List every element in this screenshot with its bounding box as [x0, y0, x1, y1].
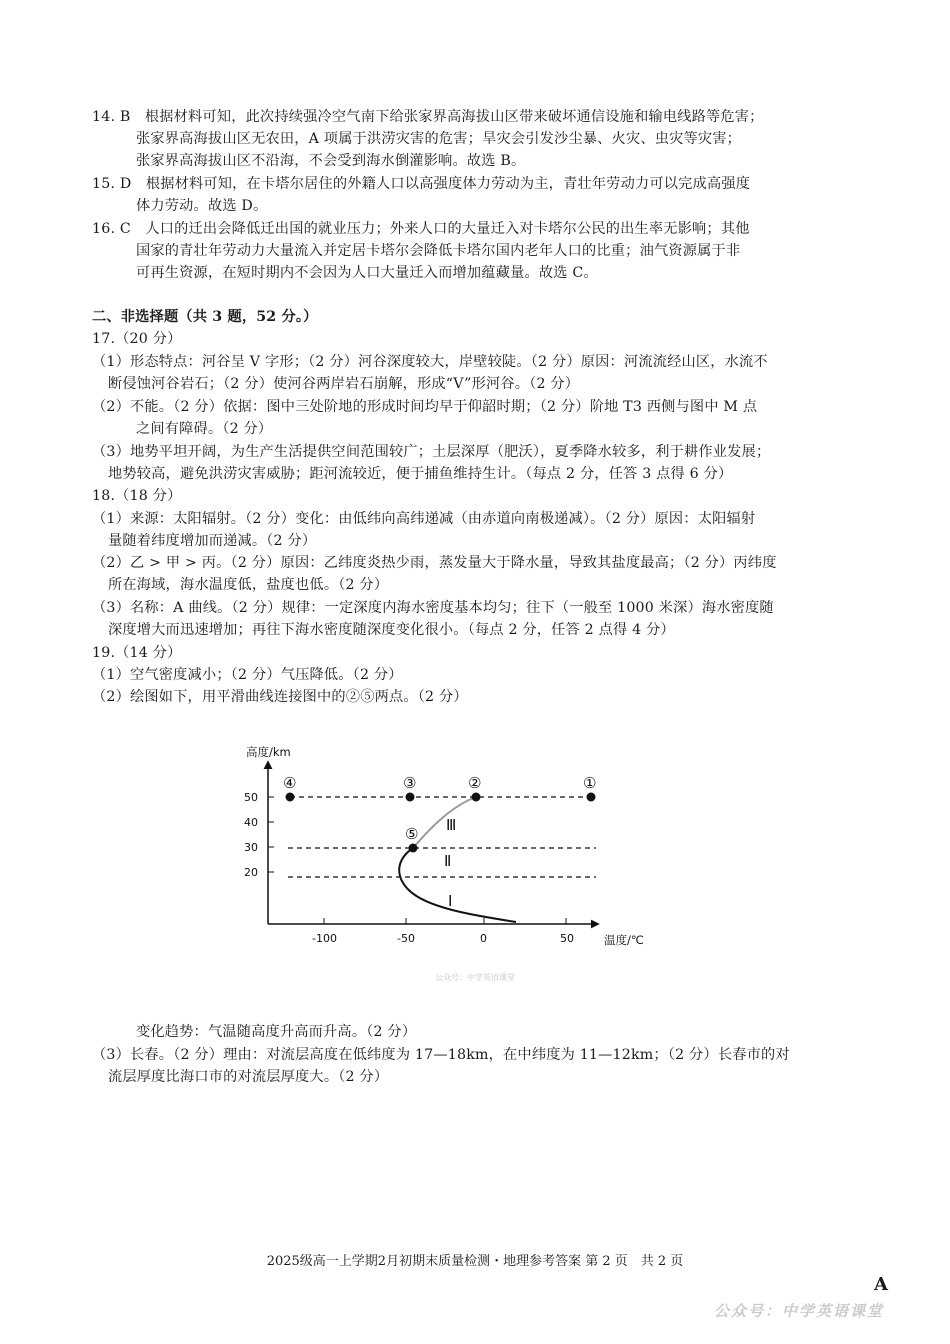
q18-part1-line-1: （1）来源：太阳辐射。（2 分）变化：由低纬向高纬递减（由赤道向南极递减）。（2 分）原因：太阳辐射 [92, 511, 756, 527]
q18-part1-line-2: 量随着纬度增加而递减。（2 分） [108, 533, 317, 549]
point-5 [409, 844, 418, 853]
y-axis-label: 高度/km [246, 745, 291, 759]
curve-layer-1 [399, 848, 516, 922]
q18-title: 18.（18 分） [92, 488, 182, 504]
point-label-2: ② [468, 774, 482, 792]
q18-part3-line-1: （3）名称：A 曲线。（2 分）规律：一定深度内海水密度基本均匀；往下（一般至 1000 米深）海水密度随 [92, 600, 774, 616]
point-label-3: ③ [403, 774, 417, 792]
point-1 [587, 793, 596, 802]
y-tick-label-30: 30 [244, 841, 258, 854]
q19-title: 19.（14 分） [92, 645, 182, 661]
q17-part2-line-1: （2）不能。（2 分）依据：图中三处阶地的形成时间均早于仰韶时期；（2 分）阶地 T3 西侧与图中 M 点 [92, 399, 758, 415]
curve-drawn-2-to-5 [413, 797, 476, 848]
q16-line-2: 国家的青壮年劳动力大量流入并定居卡塔尔会降低卡塔尔国内老年人口的比重；油气资源属于非 [136, 243, 741, 259]
q17-part1-line-1: （1）形态特点：河谷呈 V 字形；（2 分）河谷深度较大，岸壁较陡。（2 分）原因：河流流经山区，水流不 [92, 354, 768, 370]
version-mark: A [874, 1274, 888, 1295]
q17-title: 17.（20 分） [92, 331, 182, 347]
y-tick-label-20: 20 [244, 866, 258, 879]
q19-part3-line-1: （3）长春。（2 分）理由：对流层高度在低纬度为 17—18km，在中纬度为 11—12km；（2 分）长春市的对 [92, 1047, 790, 1063]
q18-part3-line-2: 深度增大而迅速增加；再往下海水密度随深度变化很小。（每点 2 分，任答 2 点得 4 分） [108, 622, 675, 638]
layer-label-1: Ⅰ [448, 892, 453, 910]
y-tick-label-50: 50 [244, 791, 258, 804]
x-tick-label-minus100: -100 [312, 932, 337, 945]
x-axis-label: 温度/℃ [604, 933, 644, 947]
point-label-4: ④ [283, 774, 297, 792]
section-2-heading: 二、非选择题（共 3 题，52 分。） [92, 309, 318, 325]
q19-part3-line-2: 流层厚度比海口市的对流层厚度大。（2 分） [108, 1069, 389, 1085]
layer-label-3: Ⅲ [446, 816, 457, 834]
x-tick-label-50: 50 [560, 932, 574, 945]
q16-line-1: 16. C 人口的迁出会降低迁出国的就业压力；外来人口的大量迁入对卡塔尔公民的出生率无影响；其他 [92, 221, 750, 237]
figure-watermark: 公众号：中学英语课堂 [435, 973, 515, 982]
q15-line-2: 体力劳动。故选 D。 [136, 198, 268, 214]
q15-line-1: 15. D 根据材料可知，在卡塔尔居住的外籍人口以高强度体力劳动为主，青壮年劳动力可以完成高强度 [92, 176, 751, 192]
point-3 [406, 793, 415, 802]
q17-part1-line-2: 断侵蚀河谷岩石；（2 分）使河谷两岸岩石崩解，形成“V”形河谷。（2 分） [108, 376, 580, 392]
q16-line-3: 可再生资源，在短时期内不会因为人口大量迁入而增加蕴藏量。故选 C。 [136, 265, 598, 281]
layer-label-2: Ⅱ [444, 852, 452, 870]
point-4 [286, 793, 295, 802]
watermark-bottom: 公众号：中学英语课堂 [713, 1302, 884, 1320]
x-tick-label-minus50: -50 [397, 932, 415, 945]
point-label-1: ① [583, 774, 597, 792]
q14-line-1: 14. B 根据材料可知，此次持续强冷空气南下给张家界高海拔山区带来破坏通信设施和输电线路等危害； [92, 109, 764, 125]
point-2 [472, 793, 481, 802]
q19-trend: 变化趋势：气温随高度升高而升高。（2 分） [136, 1024, 417, 1040]
q14-line-2: 张家界高海拔山区无农田，A 项属于洪涝灾害的危害；旱灾会引发沙尘暴、火灾、虫灾等灾害； [136, 131, 742, 147]
q17-part3-line-1: （3）地势平坦开阔，为生产生活提供空间范围较广；土层深厚（肥沃），夏季降水较多，利于耕作业发展； [92, 444, 771, 460]
q18-part2-line-1: （2）乙 > 甲 > 丙。（2 分）原因：乙纬度炎热少雨，蒸发量大于降水量，导致其盐度最高；（2 分）丙纬度 [92, 555, 777, 571]
q14-line-3: 张家界高海拔山区不沿海，不会受到海水倒灌影响。故选 B。 [136, 153, 526, 169]
q17-part3-line-2: 地势较高，避免洪涝灾害威胁；距河流较近，便于捕鱼维持生计。（每点 2 分，任答 3 点得 6 分） [108, 466, 733, 482]
q18-part2-line-2: 所在海域，海水温度低，盐度也低。（2 分） [108, 577, 389, 593]
x-tick-label-0: 0 [480, 932, 487, 945]
q17-part2-line-2: 之间有障碍。（2 分） [136, 421, 273, 437]
y-tick-label-40: 40 [244, 816, 258, 829]
point-label-5: ⑤ [405, 825, 419, 843]
q19-part1: （1）空气密度减小；（2 分）气压降低。（2 分） [92, 667, 403, 683]
page-footer: 2025级高一上学期2月初期末质量检测・地理参考答案 第 2 页 共 2 页 [266, 1254, 684, 1269]
q19-part2: （2）绘图如下，用平滑曲线连接图中的②⑤两点。（2 分） [92, 689, 468, 705]
